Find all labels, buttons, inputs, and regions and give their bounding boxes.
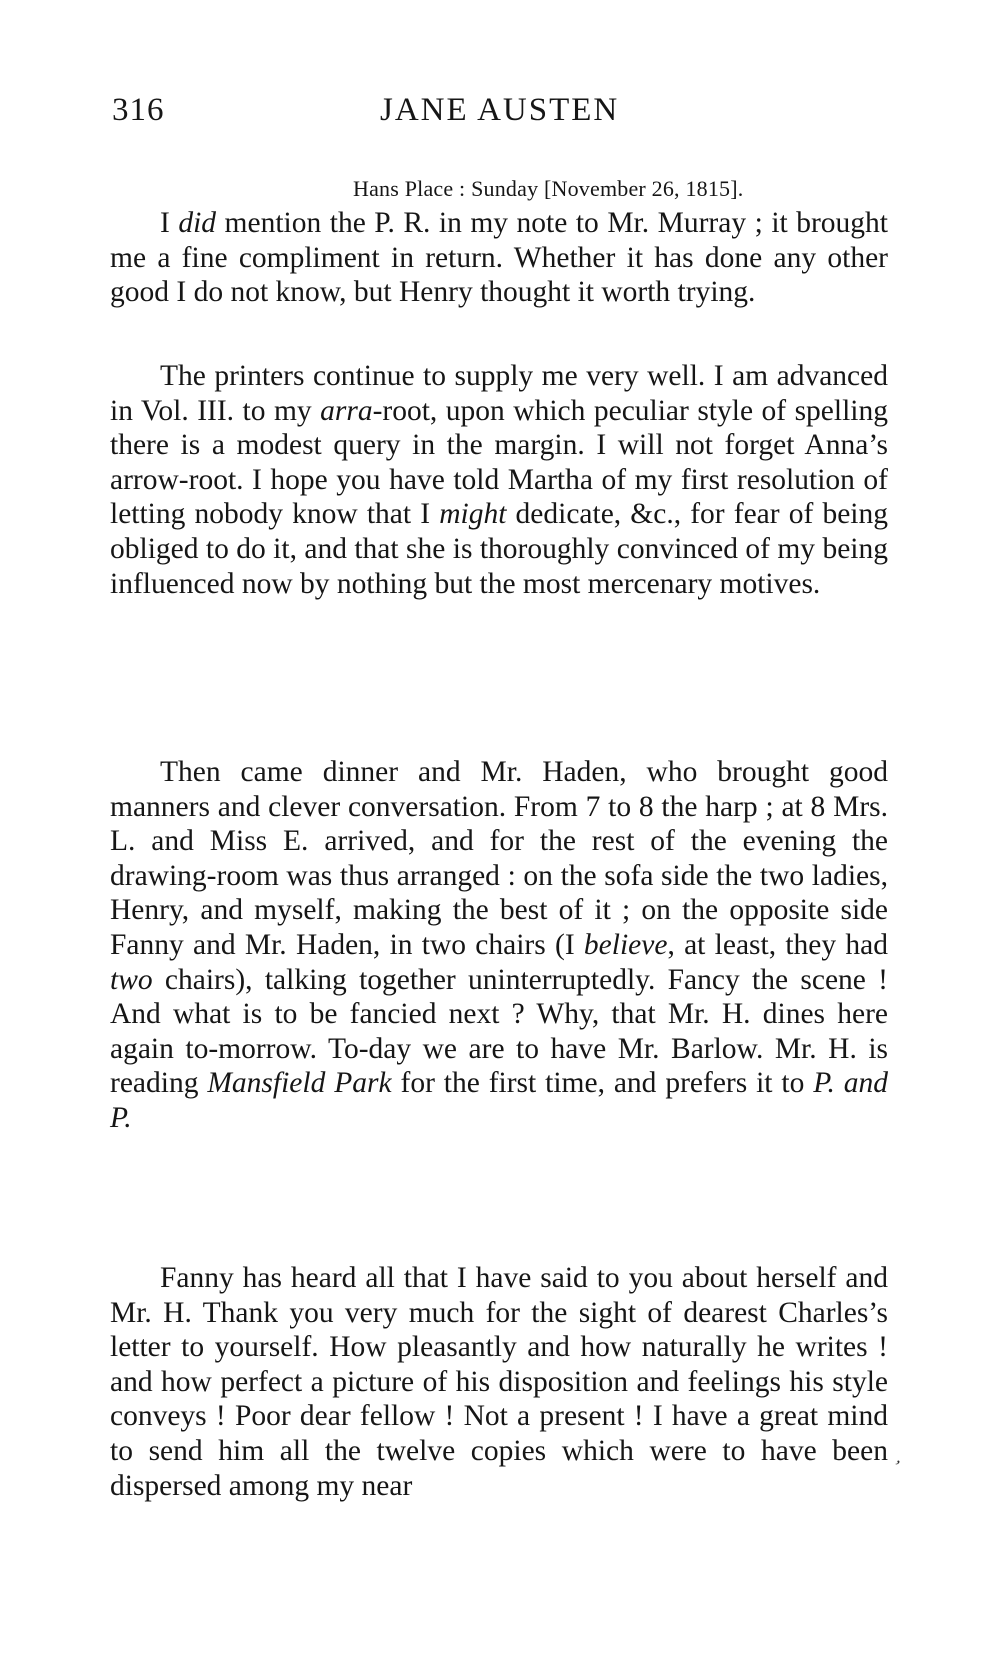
paragraph-3-text-a: Then came dinner and Mr. Haden, who brought good manners and clever conversation. From 7 to 8 the harp ; at 8 Mrs. L. and Miss E. arrived, and for the rest of the evening the drawing-room was thus arranged : on the sofa side the two ladies, Henry, and myself, making the best of it ; on the opposite side Fanny and Mr. Haden, in two chairs (I — [110, 756, 888, 961]
pencil-mark-icon: ’ — [889, 1455, 904, 1477]
paragraph-3-text-b: , at least, they had — [667, 928, 888, 961]
paragraph-1 — [110, 206, 888, 310]
paragraph-2-text-b: -root, upon which peculiar style of spelling there is a modest query in the margin. I will not forget Anna’s arrow-root. I hope you have told Martha of my first resolution of letting nobody know that I — [110, 394, 888, 531]
paragraph-2-italic-a: arra — [320, 394, 373, 427]
paragraph-3-text-d: for the first time, and prefers it to — [391, 1067, 814, 1100]
paragraph-2-italic-b: might — [439, 498, 507, 531]
paragraph-3-italic-c: Mansfield Park — [207, 1067, 392, 1100]
paragraph-1-text-a: I — [160, 207, 179, 239]
letter-dateline: Hans Place : Sunday [November 26, 1815]. — [353, 176, 744, 201]
page-number: 316 — [112, 92, 165, 128]
paragraph-2-text-c: dedicate, &c., for fear of being obliged to do it, and that she is thoroughly convinced of my being influenced now by nothing but the most mercenary motives. — [110, 498, 888, 600]
paragraph-4-text-a: Fanny has heard all that I have said to you about herself and Mr. H. Thank you very much for the sight of dearest Charles’s letter to yourself. How pleasantly and how naturally he writes ! and how perfect a picture of his disposition and feelings his style conveys ! Poor dear fellow ! Not a present ! I have a great mind to send him all the twelve copies which were to have been dispersed among my near — [110, 1262, 888, 1502]
paragraph-2-text-a: The printers continue to supply me very well. I am advanced in Vol. III. to my — [110, 360, 888, 427]
paragraph-3 — [110, 755, 888, 1136]
paragraph-3-italic-a: believe — [583, 928, 668, 961]
paragraph-3-italic-b: two — [110, 963, 153, 996]
paragraph-4 — [110, 1261, 888, 1503]
running-head: JANE AUSTEN — [380, 92, 620, 128]
paragraph-2 — [110, 359, 888, 601]
paragraph-3-italic-d: P. and P. — [110, 1067, 888, 1134]
paragraph-1-text-b: mention the P. R. in my note to Mr. Murray ; it brought me a fine compliment in return. Whether it has done any other good I do not know, but Henry thought it worth trying. — [110, 207, 888, 309]
paragraph-1-italic-a: did — [178, 207, 217, 239]
paragraph-3-text-c: chairs), talking together uninterruptedly. Fancy the scene ! And what is to be fancied next ? Why, that Mr. H. dines here again to-morrow. To-day we are to have Mr. Barlow. Mr. H. is reading — [110, 963, 888, 1100]
